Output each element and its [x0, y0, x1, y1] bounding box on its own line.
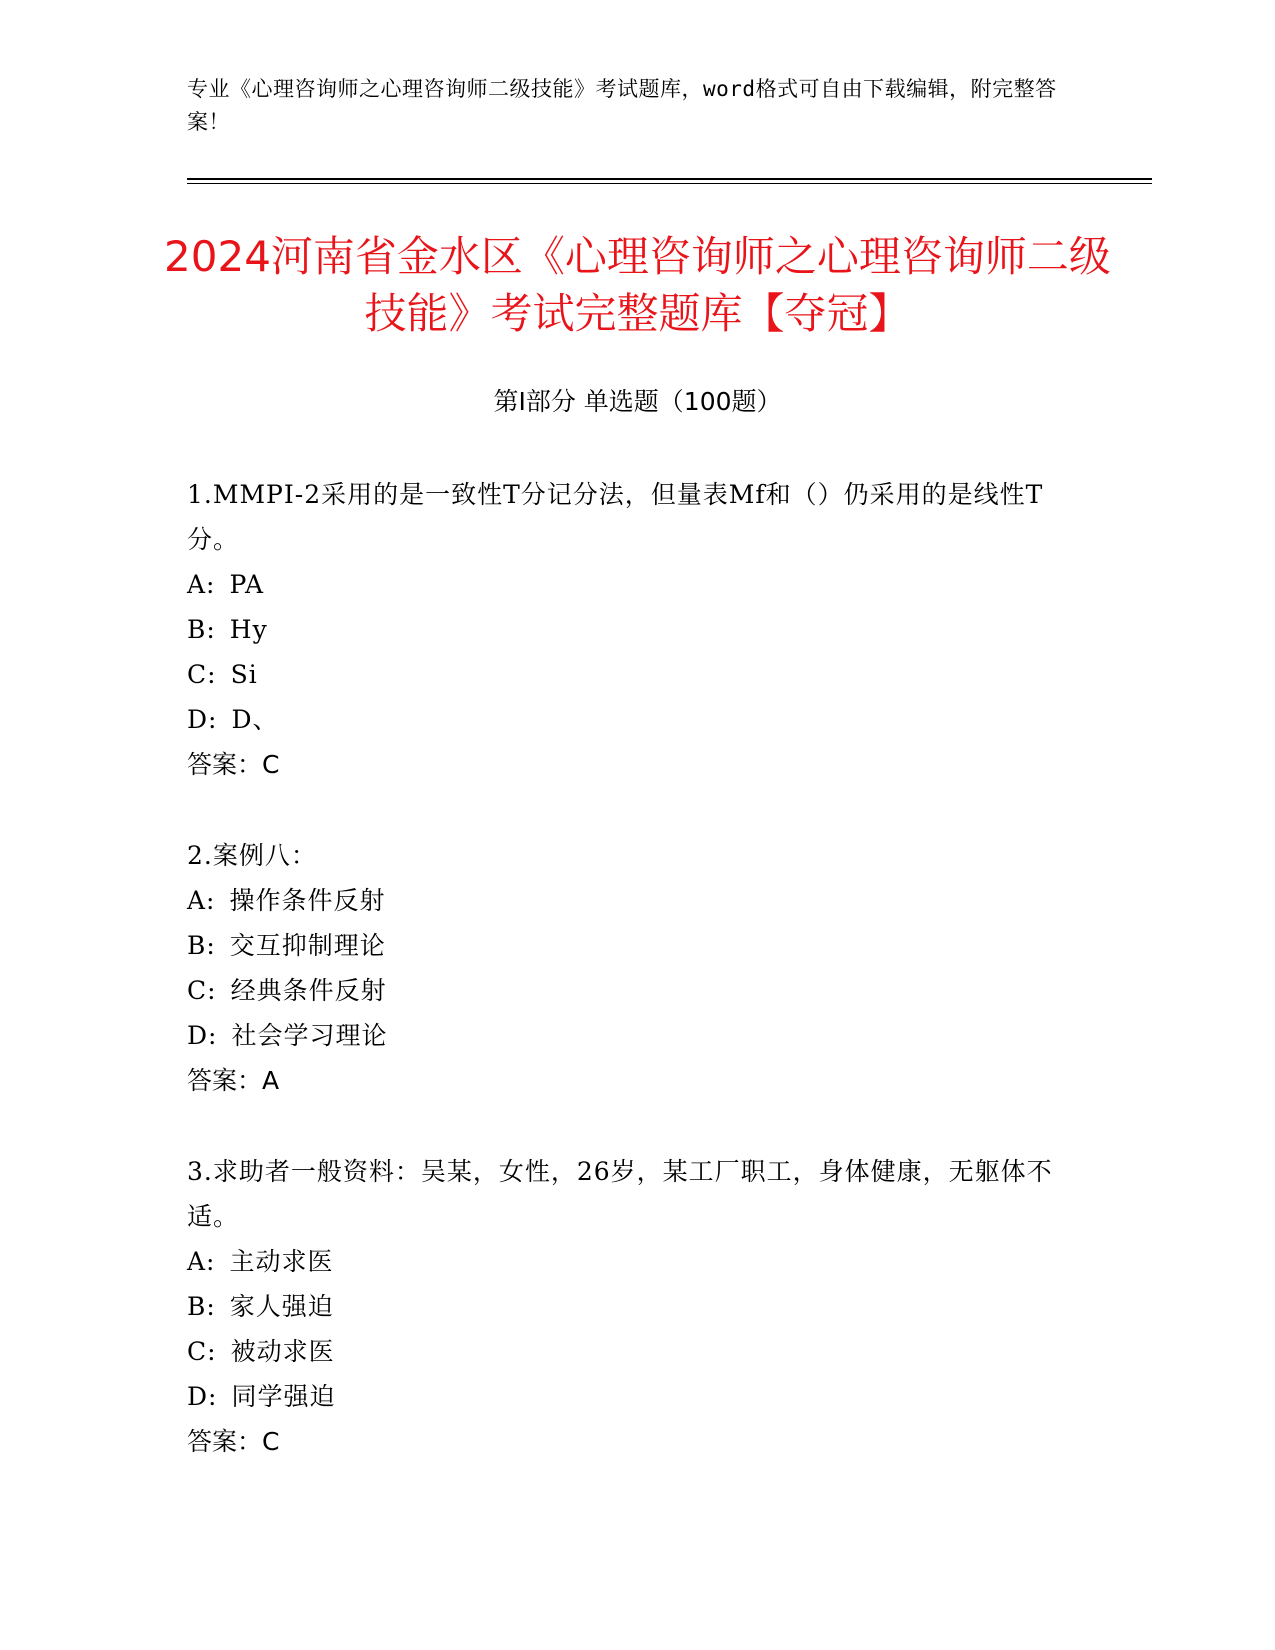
option-d	[187, 697, 1087, 742]
answer-prefix: 答案：	[187, 1066, 263, 1095]
question-stem: 2.案例八：	[187, 841, 317, 870]
answer-value: C	[262, 750, 280, 779]
option-key: A:	[187, 886, 216, 915]
option-d	[187, 1374, 1087, 1419]
question-stem: 1.MMPI-2采用的是一致性T分记分法，但量表Mf和（）仍采用的是线性T分。	[187, 480, 1044, 554]
option-key: D:	[187, 1382, 218, 1411]
answer-value: C	[262, 1427, 280, 1456]
option-a	[187, 878, 1087, 923]
option-key: B:	[187, 1292, 216, 1321]
header-rule-thick	[187, 178, 1152, 180]
option-key: B:	[187, 615, 216, 644]
option-text: Hy	[229, 615, 268, 644]
option-d	[187, 1013, 1087, 1058]
option-text: 主动求医	[229, 1247, 334, 1276]
option-c	[187, 1329, 1087, 1374]
option-text: PA	[229, 570, 265, 599]
option-key: C:	[187, 660, 217, 689]
option-text: 社会学习理论	[231, 1021, 388, 1050]
option-b	[187, 1284, 1087, 1329]
option-key: B:	[187, 931, 216, 960]
option-key: D:	[187, 705, 218, 734]
option-key: C:	[187, 1337, 217, 1366]
answer-value: A	[262, 1066, 280, 1095]
option-key: A:	[187, 1247, 216, 1276]
option-b	[187, 923, 1087, 968]
option-text: Si	[230, 660, 258, 689]
option-b	[187, 607, 1087, 652]
header-note: 专业《心理咨询师之心理咨询师二级技能》考试题库，word格式可自由下载编辑，附完整答案！	[187, 77, 1057, 134]
option-text: 经典条件反射	[230, 976, 387, 1005]
option-c	[187, 652, 1087, 697]
question-1	[187, 472, 1087, 787]
option-a	[187, 1239, 1087, 1284]
answer-line	[187, 1419, 1087, 1464]
question-3	[187, 1149, 1087, 1464]
option-text: 操作条件反射	[229, 886, 386, 915]
question-2	[187, 833, 1087, 1103]
option-key: A:	[187, 570, 216, 599]
option-text: 交互抑制理论	[229, 931, 386, 960]
option-text: D、	[231, 705, 279, 734]
header-rule-thin	[187, 183, 1152, 184]
option-text: 同学强迫	[231, 1382, 336, 1411]
option-text: 被动求医	[230, 1337, 335, 1366]
answer-prefix: 答案：	[187, 750, 263, 779]
question-list	[187, 472, 1087, 1510]
answer-line	[187, 742, 1087, 787]
option-key: D:	[187, 1021, 218, 1050]
question-stem: 3.求助者一般资料：吴某，女性，26岁，某工厂职工，身体健康，无躯体不适。	[187, 1157, 1053, 1231]
option-key: C:	[187, 976, 217, 1005]
option-c	[187, 968, 1087, 1013]
document-title: 2024河南省金水区《心理咨询师之心理咨询师二级技能》考试完整题库【夺冠】	[164, 232, 1111, 338]
section-heading: 第I部分 单选题（100题）	[493, 387, 782, 416]
option-a	[187, 562, 1087, 607]
answer-prefix: 答案：	[187, 1427, 263, 1456]
answer-line	[187, 1058, 1087, 1103]
option-text: 家人强迫	[229, 1292, 334, 1321]
